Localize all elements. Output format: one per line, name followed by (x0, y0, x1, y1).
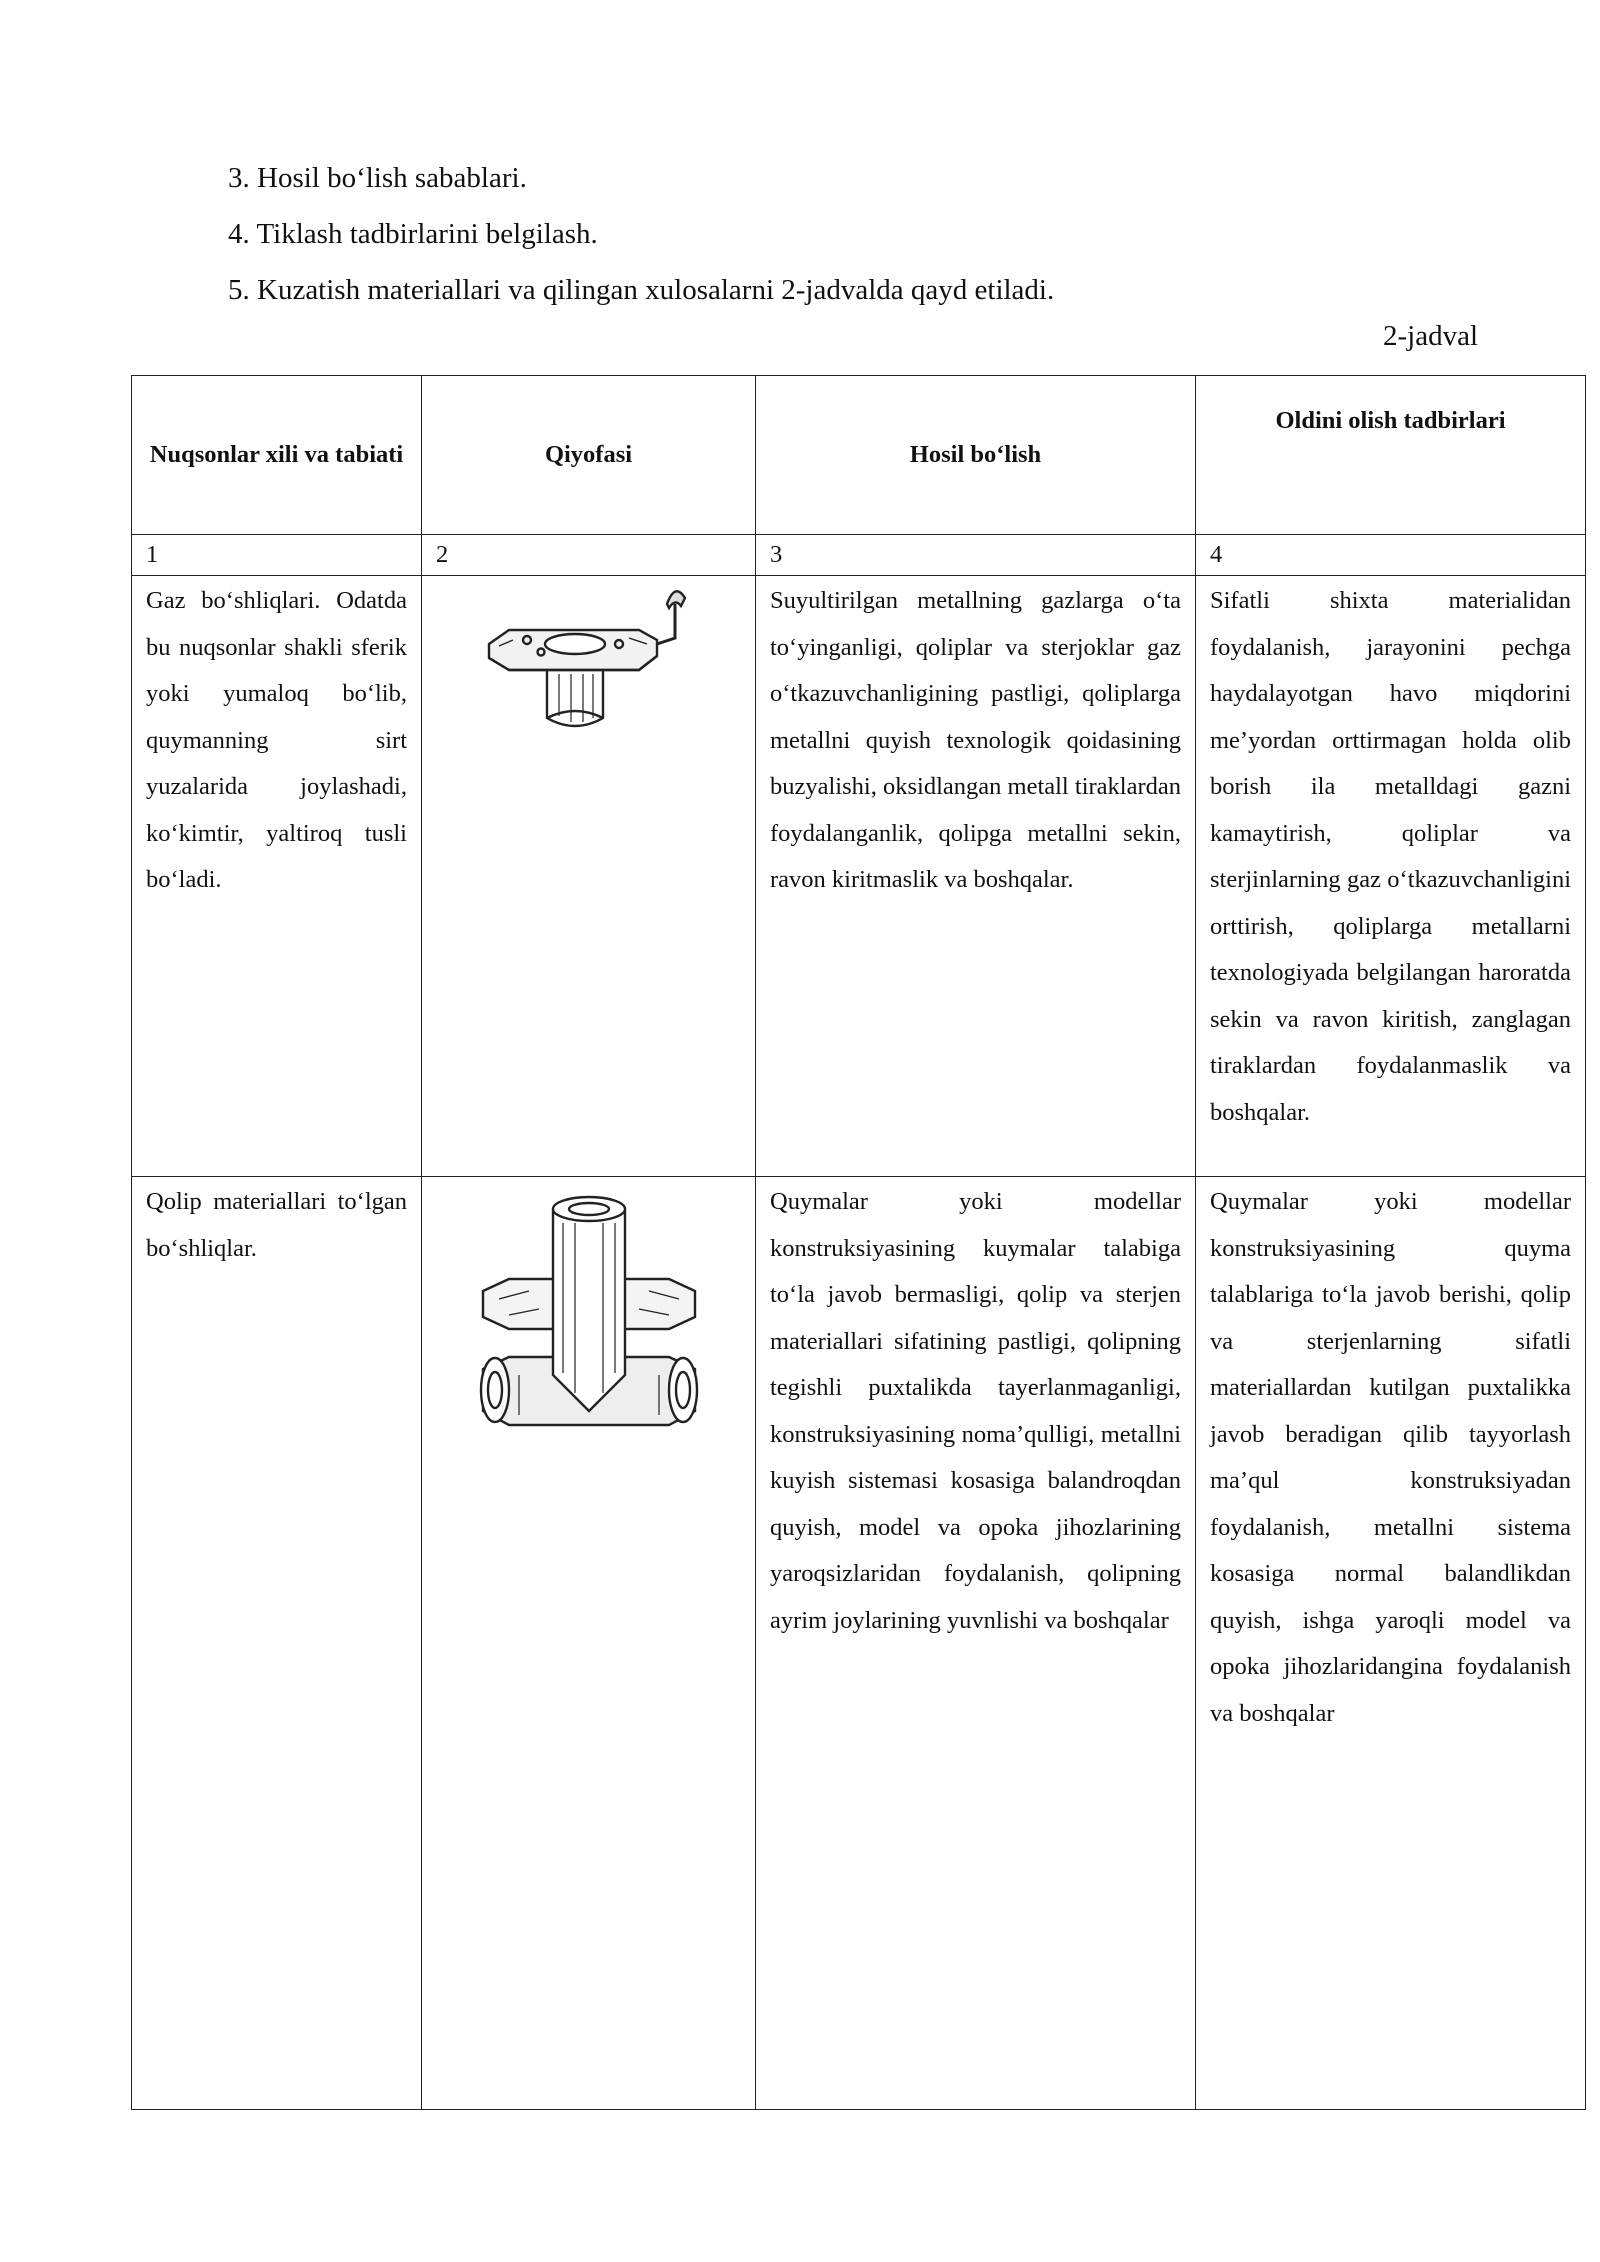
table-label: 2-jadval (1383, 320, 1479, 352)
table-row (132, 1177, 1586, 2110)
defects-table (131, 375, 1586, 2110)
intro-item-4: 4. Tiklash tadbirlarini belgilash. (228, 218, 598, 250)
header-prevention: Oldini olish tadbirlari (1196, 376, 1586, 535)
defect-type-cell: Qolip materiallari to‘lgan bo‘shliqlar. (132, 1177, 422, 2110)
cause-cell: Suyultirilgan metallning gazlarga o‘ta to‘yinganligi, qoliplar va sterjoklar gaz o‘tkazuvchanligining pastligi, qoliplarga metallni quyish texnologik qoidasining buzyalishi, oksidlangan metall tiraklardan foydalanganlik, qolipga metallni sekin, ravon kiritmaslik va boshqalar. (756, 576, 1196, 1177)
header-appearance: Qiyofasi (422, 376, 756, 535)
column-number: 2 (422, 535, 756, 576)
prevention-cell: Sifatli shixta materialidan foydalanish, jarayonini pechga haydalayotgan havo miqdorini me’yordan orttirmagan holda olib borish ila metalldagi gazni kamaytirish, qoliplar va sterjinlarning gaz o‘tkazuvchanligini orttirish, qoliplarga metallarni texnologiyada belgilangan haroratda sekin va ravon kiritish, zanglagan tiraklardan foydalanmaslik va boshqalar. (1196, 576, 1586, 1177)
casting-with-handle-drawing (479, 578, 699, 748)
column-number-row (132, 535, 1586, 576)
tee-pipe-casting-drawing (469, 1179, 709, 1459)
table-header-row (132, 376, 1586, 535)
table-row (132, 576, 1586, 1177)
appearance-cell (422, 1177, 756, 2110)
appearance-cell (422, 576, 756, 1177)
intro-item-5: 5. Kuzatish materiallari va qilingan xulosalarni 2-jadvalda qayd etiladi. (228, 274, 1055, 306)
cause-cell: Quymalar yoki modellar konstruksiyasining kuymalar talabiga to‘la javob bermasligi, qolip va sterjen materiallari sifatining pastligi, qolipning tegishli puxtalikda tayerlanmaganligi, konstruksiyasining noma’qulligi, metallni kuyish sistemasi kosasiga balandroqdan quyish, model va opoka jihozlarining yaroqsizlaridan foydalanish, qolipning ayrim joylarining yuvnlishi va boshqalar (756, 1177, 1196, 2110)
defect-type-cell: Gaz bo‘shliqlari. Odatda bu nuqsonlar shakli sferik yoki yumaloq bo‘lib, quymanning sirt yuzalarida joylashadi, ko‘kimtir, yaltiroq tusli bo‘ladi. (132, 576, 422, 1177)
column-number: 1 (132, 535, 422, 576)
header-defect-type: Nuqsonlar xili va tabiati (132, 376, 422, 535)
intro-list (228, 150, 1488, 318)
header-cause: Hosil bo‘lish (756, 376, 1196, 535)
column-number: 3 (756, 535, 1196, 576)
column-number: 4 (1196, 535, 1586, 576)
prevention-cell: Quymalar yoki modellar konstruksiyasining quyma talablariga to‘la javob berishi, qolip va sterjenlarning sifatli materiallardan kutilgan puxtalikka javob beradigan qilib tayyorlash ma’qul konstruksiyadan foydalanish, metallni sistema kosasiga normal balandlikdan quyish, ishga yaroqli model va opoka jihozlaridangina foydalanish va boshqalar (1196, 1177, 1586, 2110)
intro-item-3: 3. Hosil bo‘lish sabablari. (228, 162, 527, 194)
